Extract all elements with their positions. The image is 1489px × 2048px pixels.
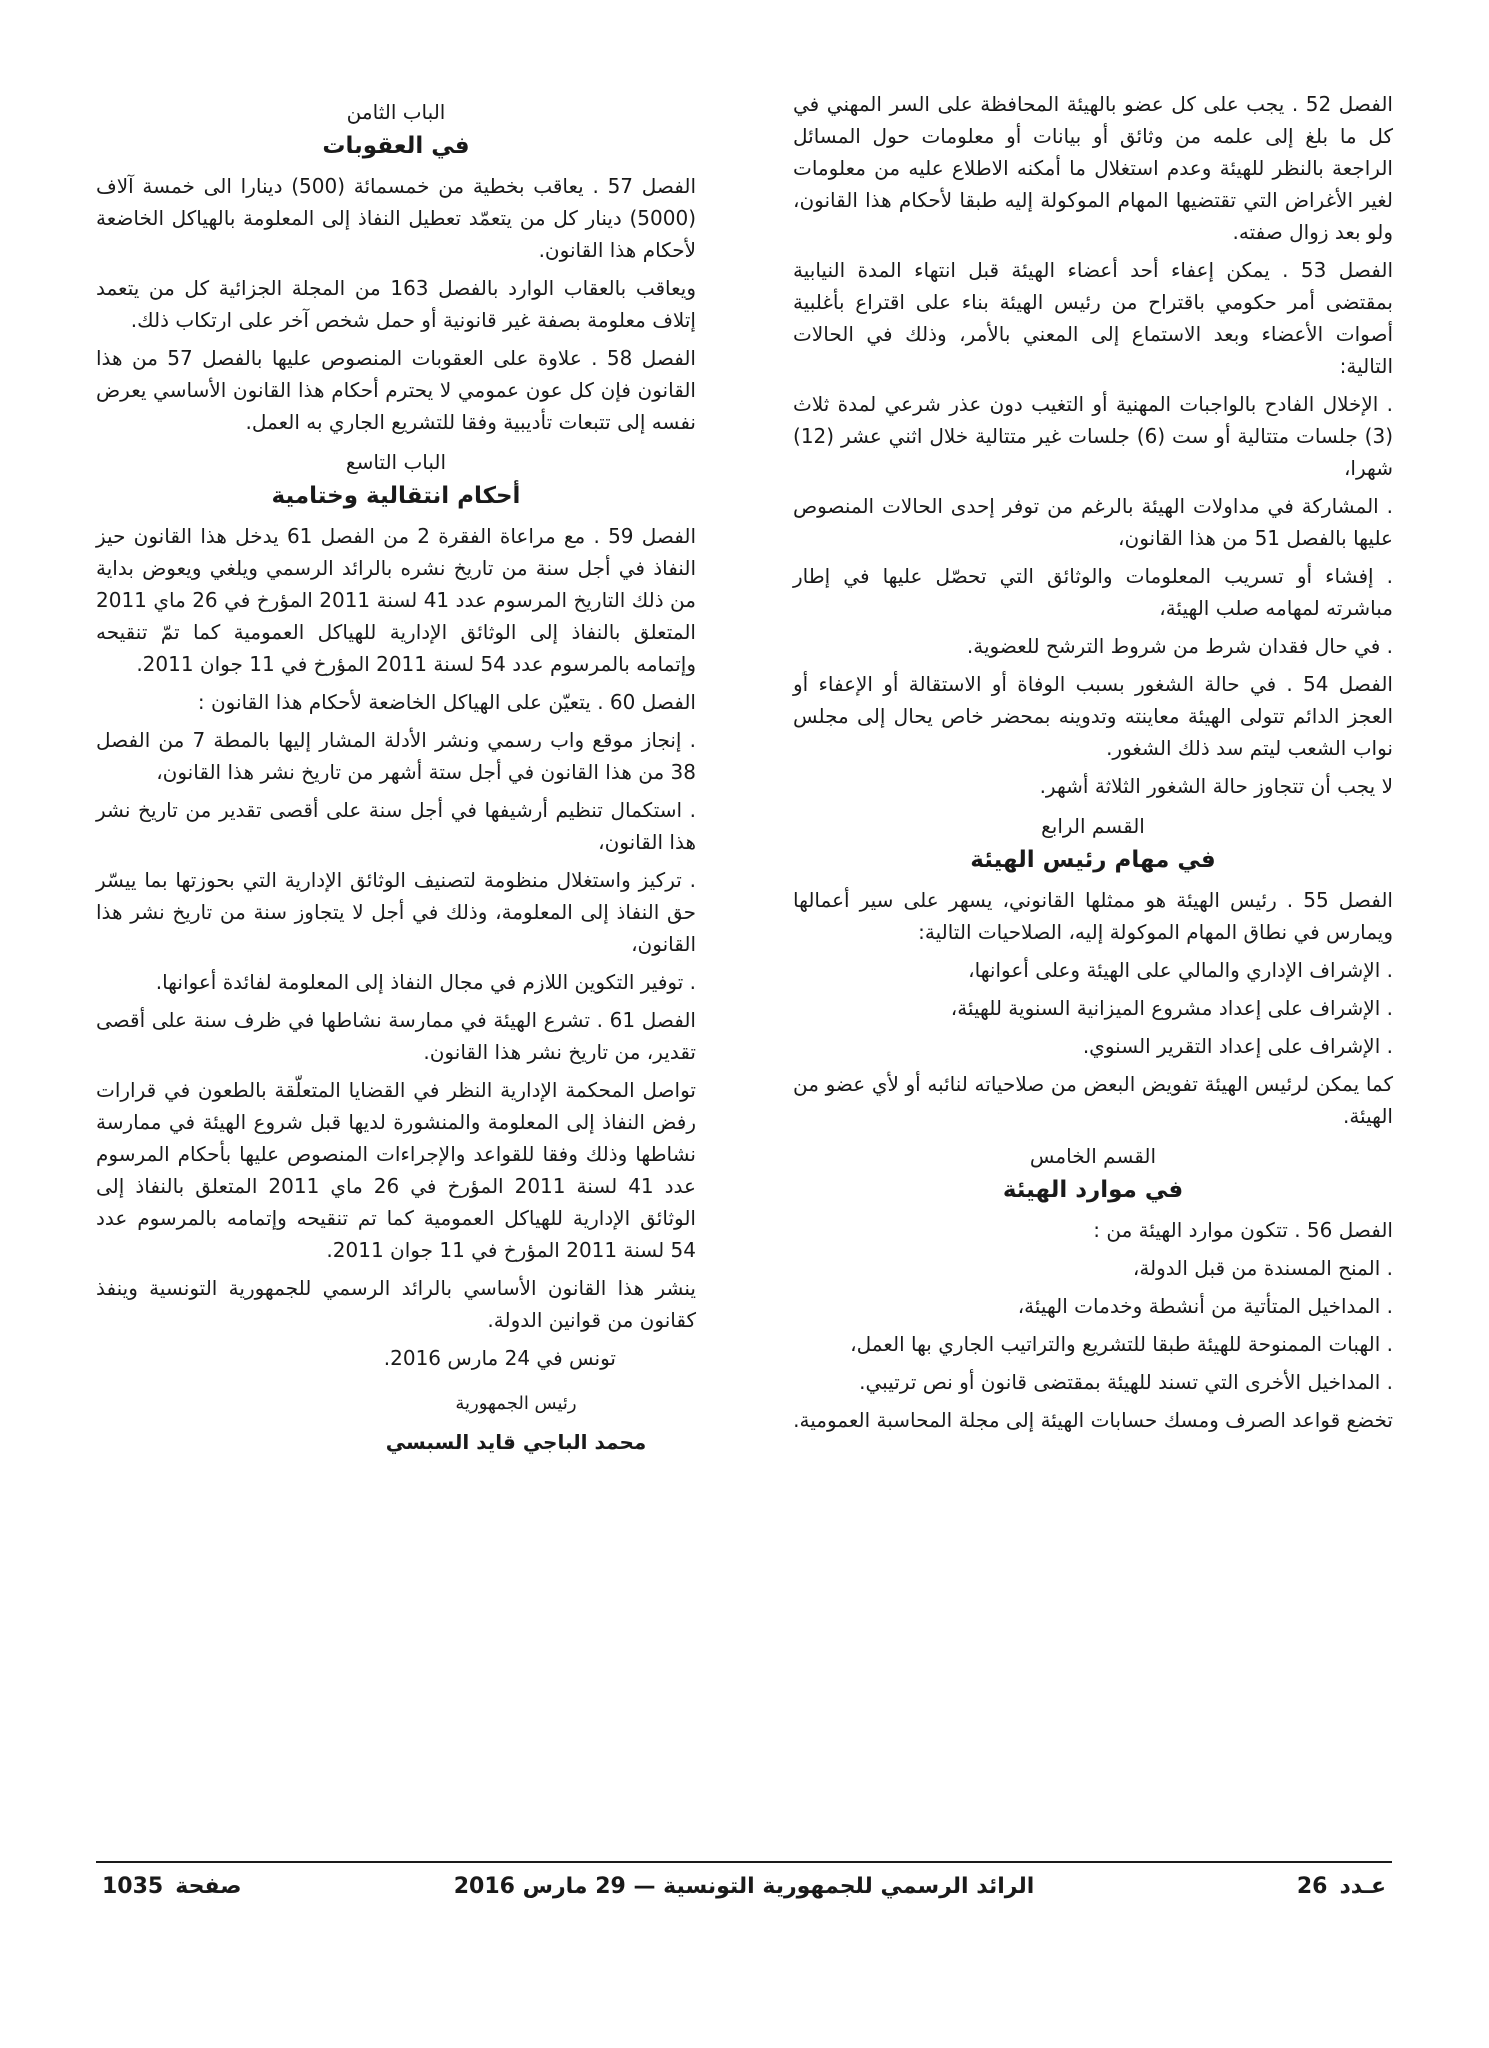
paragraph: تخضع قواعد الصرف ومسك حسابات الهيئة إلى مجلة المحاسبة العمومية. xyxy=(793,1408,1393,1432)
page-number xyxy=(96,1874,248,1899)
paragraph: . الإشراف الإداري والمالي على الهيئة وعلى أعوانها، xyxy=(968,958,1393,982)
paragraph: . المداخيل الأخرى التي تسند للهيئة بمقتضى قانون أو نص ترتيبي. xyxy=(859,1370,1393,1394)
paragraph: الفصل 59 . مع مراعاة الفقرة 2 من الفصل 61 يدخل هذا القانون حيز النفاذ في أجل سنة من تاريخ نشره بالرائد الرسمي ويلغي ويعوض بداية من ذلك التاريخ المرسوم عدد 41 لسنة 2011 المؤرخ في 26 ماي 2011 المتعلق بالنفاذ إلى الوثائق الإدارية للهياكل العمومية كما تمّ تنقيحه وإتمامه بالمرسوم عدد 54 لسنة 2011 المؤرخ في 11 جوان 2011. xyxy=(96,524,696,676)
left-column xyxy=(96,88,696,1458)
paragraph: . الإشراف على إعداد التقرير السنوي. xyxy=(1082,1034,1393,1058)
issue-value: 26 xyxy=(1296,1874,1328,1899)
paragraph: . استكمال تنظيم أرشيفها في أجل سنة على أقصى تقدير من تاريخ نشر هذا القانون، xyxy=(96,798,696,854)
section-title: في موارد الهيئة xyxy=(1002,1177,1184,1203)
paragraph: . المنح المسندة من قبل الدولة، xyxy=(1132,1256,1393,1280)
signing-date: تونس في 24 مارس 2016. xyxy=(383,1346,616,1370)
paragraph: . في حال فقدان شرط من شروط الترشح للعضوية. xyxy=(966,634,1393,658)
paragraph: الفصل 56 . تتكون موارد الهيئة من : xyxy=(1093,1218,1393,1242)
issue-label: عـدد xyxy=(1339,1874,1386,1899)
paragraph: . إفشاء أو تسريب المعلومات والوثائق التي تحصّل عليها في إطار مباشرته لمهامه صلب الهيئة، xyxy=(793,564,1393,620)
footer-divider xyxy=(96,1861,1392,1863)
paragraph: الفصل 60 . يتعيّن على الهياكل الخاضعة لأحكام هذا القانون : xyxy=(197,690,696,714)
section-title: في مهام رئيس الهيئة xyxy=(970,847,1216,873)
section-title: أحكام انتقالية وختامية xyxy=(271,483,521,509)
paragraph: . الإشراف على إعداد مشروع الميزانية السنوية للهيئة، xyxy=(950,996,1393,1020)
paragraph: ويعاقب بالعقاب الوارد بالفصل 163 من المجلة الجزائية كل من يتعمد إتلاف معلومة بصفة غير قانونية أو حمل شخص آخر على ارتكاب ذلك. xyxy=(96,276,696,332)
signatory-name: محمد الباجي قايد السبسي xyxy=(385,1430,647,1454)
section-label: القسم الخامس xyxy=(1029,1144,1157,1168)
paragraph: الفصل 55 . رئيس الهيئة هو ممثلها القانوني، يسهر على سير أعمالها ويمارس في نطاق المهام الموكولة إليه، الصلاحيات التالية: xyxy=(793,888,1393,944)
section-title: في العقوبات xyxy=(322,133,470,159)
page-footer xyxy=(96,1874,1392,1914)
section-label: الباب الثامن xyxy=(346,100,446,124)
paragraph: الفصل 54 . في حالة الشغور بسبب الوفاة أو الاستقالة أو الإعفاء أو العجز الدائم تتولى الهيئة معاينته وتدوينه بمحضر خاص يحال إلى مجلس نواب الشعب ليتم سد ذلك الشغور. xyxy=(793,672,1393,760)
right-column xyxy=(793,88,1393,1442)
paragraph: . الهبات الممنوحة للهيئة طبقا للتشريع والتراتيب الجاري بها العمل، xyxy=(850,1332,1393,1356)
paragraph: كما يمكن لرئيس الهيئة تفويض البعض من صلاحياته لنائبه أو لأي عضو من الهيئة. xyxy=(793,1072,1393,1128)
paragraph: الفصل 61 . تشرع الهيئة في ممارسة نشاطها في ظرف سنة على أقصى تقدير، من تاريخ نشر هذا القانون. xyxy=(96,1008,696,1064)
paragraph: الفصل 57 . يعاقب بخطية من خمسمائة (500) دينارا الى خمسة آلاف (5000) دينار كل من يتعمّد تعطيل النفاذ إلى المعلومة بالهياكل الخاضعة لأحكام هذا القانون. xyxy=(96,174,697,262)
paragraph: . المداخيل المتأتية من أنشطة وخدمات الهيئة، xyxy=(1017,1294,1393,1318)
paragraph: لا يجب أن تتجاوز حالة الشغور الثلاثة أشهر. xyxy=(1039,774,1393,798)
paragraph: . تركيز واستغلال منظومة لتصنيف الوثائق الإدارية التي بحوزتها بما ييسّر حق النفاذ إلى المعلومة، وذلك في أجل لا يتجاوز سنة من تاريخ نشر هذا القانون، xyxy=(96,868,696,956)
paragraph: الفصل 58 . علاوة على العقوبات المنصوص عليها بالفصل 57 من هذا القانون فإن كل عون عمومي لا يحترم أحكام هذا القانون الأساسي يعرض نفسه إلى تتبعات تأديبية وفقا للتشريع الجاري به العمل. xyxy=(96,346,696,434)
paragraph: الفصل 53 . يمكن إعفاء أحد أعضاء الهيئة قبل انتهاء المدة النيابية بمقتضى أمر حكومي باقتراح من رئيس الهيئة بناء على اقتراع بأغلبية أصوات الأعضاء وبعد الاستماع إلى المعني بالأمر، وذلك في الحالات التالية: xyxy=(793,258,1394,378)
signatory-title: رئيس الجمهورية xyxy=(455,1393,577,1414)
paragraph: ينشر هذا القانون الأساسي بالرائد الرسمي للجمهورية التونسية وينفذ كقانون من قوانين الدولة. xyxy=(96,1276,696,1332)
paragraph: . الإخلال الفادح بالواجبات المهنية أو التغيب دون عذر شرعي لمدة ثلاث (3) جلسات متتالية أو ست (6) جلسات غير متتالية خلال اثني عشر (12) شهرا، xyxy=(793,392,1393,480)
paragraph: . المشاركة في مداولات الهيئة بالرغم من توفر إحدى الحالات المنصوص عليها بالفصل 51 من هذا القانون، xyxy=(793,494,1393,550)
section-label: القسم الرابع xyxy=(1041,814,1145,838)
paragraph: الفصل 52 . يجب على كل عضو بالهيئة المحافظة على السر المهني في كل ما بلغ إلى علمه من وثائق أو بيانات أو معلومات حول المسائل الراجعة بالنظر للهيئة وعدم استغلال ما أمكنه الاطلاع عليه من معلومات لغير الأغراض التي تقتضيها المهام الموكولة إليه طبقا لأحكام هذا القانون، ولو بعد زوال صفته. xyxy=(793,92,1393,244)
paragraph: . إنجاز موقع واب رسمي ونشر الأدلة المشار إليها بالمطة 7 من الفصل 38 من هذا القانون في أجل ستة أشهر من تاريخ نشر هذا القانون، xyxy=(96,728,696,784)
page-label: صفحة xyxy=(175,1874,242,1899)
paragraph: تواصل المحكمة الإدارية النظر في القضايا المتعلّقة بالطعون في قرارات رفض النفاذ إلى المعلومة والمنشورة لديها قبل شروع الهيئة في ممارسة نشاطها وذلك وفقا للقواعد والإجراءات المنصوص عليها بأحكام المرسوم عدد 41 لسنة 2011 المؤرخ في 26 ماي 2011 المتعلق بالنفاذ إلى الوثائق الإدارية للهياكل العمومية كما تم تنقيحه وإتمامه بالمرسوم عدد 54 لسنة 2011 المؤرخ في 11 جوان 2011. xyxy=(96,1078,696,1262)
section-label: الباب التاسع xyxy=(345,450,447,474)
paragraph: . توفير التكوين اللازم في مجال النفاذ إلى المعلومة لفائدة أعوانها. xyxy=(155,970,696,994)
publication-title: الرائد الرسمي للجمهورية التونسية — 29 مارس 2016 xyxy=(453,1874,1035,1899)
page-value: 1035 xyxy=(102,1874,164,1899)
